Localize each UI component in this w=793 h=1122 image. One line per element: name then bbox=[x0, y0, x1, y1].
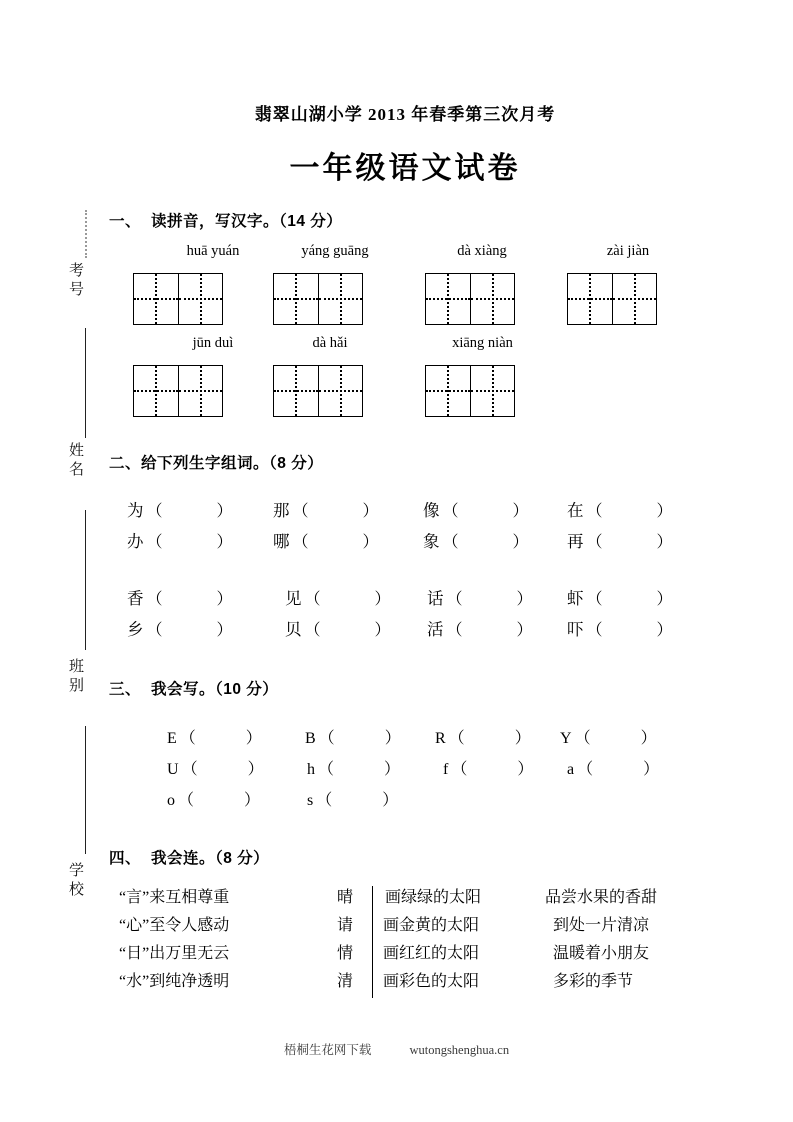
word-build-item[interactable] bbox=[427, 616, 533, 640]
rail-label-exam-number: 考号 bbox=[67, 262, 83, 300]
paren-close: ） bbox=[374, 591, 391, 608]
tianzige-box[interactable] bbox=[133, 365, 223, 417]
prompt-character: 活 bbox=[427, 620, 444, 639]
tianzige-box[interactable] bbox=[567, 273, 657, 325]
matching-phrase-middle[interactable]: 画红红的太阳 bbox=[383, 945, 480, 962]
prompt-letter: o bbox=[167, 792, 175, 809]
paren-open: （ bbox=[146, 534, 163, 551]
paren-close: ） bbox=[374, 622, 391, 639]
paren-open: （ bbox=[179, 730, 196, 747]
rail-divider-3 bbox=[85, 726, 86, 854]
prompt-character: 贝 bbox=[285, 620, 302, 639]
paren-close: ） bbox=[516, 591, 533, 608]
paren-open: （ bbox=[577, 761, 594, 778]
tianzige-cell[interactable] bbox=[426, 366, 470, 416]
prompt-character: 话 bbox=[427, 589, 444, 608]
prompt-character: 见 bbox=[285, 589, 302, 608]
paren-open: （ bbox=[304, 622, 321, 639]
section-2-number: 二、 bbox=[109, 455, 142, 472]
prompt-character: 办 bbox=[127, 532, 144, 551]
fill-row bbox=[105, 616, 705, 647]
exam-margin-rail bbox=[0, 210, 100, 950]
rail-divider-2 bbox=[85, 510, 86, 650]
word-build-item[interactable] bbox=[567, 616, 673, 640]
rail-label-class: 班别 bbox=[67, 658, 83, 696]
paren-open: （ bbox=[448, 730, 465, 747]
paren-close: ） bbox=[247, 761, 264, 778]
fill-row bbox=[105, 787, 705, 818]
paren-open: （ bbox=[146, 591, 163, 608]
fill-row bbox=[105, 756, 705, 787]
section-1-grid-row-2 bbox=[105, 365, 705, 421]
paren-open: （ bbox=[292, 534, 309, 551]
matching-answer-character[interactable]: 请 bbox=[337, 917, 354, 934]
tianzige-cell[interactable] bbox=[426, 274, 470, 324]
paren-close: ） bbox=[216, 503, 233, 520]
paren-close: ） bbox=[656, 534, 673, 551]
matching-phrase-middle[interactable]: 画绿绿的太阳 bbox=[385, 889, 482, 906]
word-build-item[interactable] bbox=[127, 497, 233, 521]
paren-close: ） bbox=[244, 792, 261, 809]
paren-open: （ bbox=[181, 761, 198, 778]
word-build-item[interactable] bbox=[423, 497, 529, 521]
tianzige-box[interactable] bbox=[425, 273, 515, 325]
paren-open: （ bbox=[586, 622, 603, 639]
word-build-item[interactable] bbox=[567, 528, 673, 552]
tianzige-cell[interactable] bbox=[134, 274, 178, 324]
letter-write-item[interactable] bbox=[560, 725, 657, 748]
section-1-grid-row-1 bbox=[105, 273, 705, 329]
tianzige-box[interactable] bbox=[273, 273, 363, 325]
matching-phrase-left[interactable]: “心”至令人感动 bbox=[119, 917, 230, 934]
paren-close: ） bbox=[517, 761, 534, 778]
paren-close: ） bbox=[216, 591, 233, 608]
paren-close: ） bbox=[656, 591, 673, 608]
paren-open: （ bbox=[442, 534, 459, 551]
letter-write-item[interactable] bbox=[167, 725, 262, 748]
page-footer bbox=[0, 1040, 793, 1058]
prompt-character: 在 bbox=[567, 501, 584, 520]
matching-phrase-right[interactable]: 多彩的季节 bbox=[553, 973, 634, 990]
word-build-item[interactable] bbox=[285, 585, 391, 609]
matching-phrase-right[interactable]: 到处一片清凉 bbox=[553, 917, 650, 934]
word-build-item[interactable] bbox=[127, 528, 233, 552]
prompt-letter: U bbox=[167, 761, 179, 778]
fill-row bbox=[105, 725, 705, 756]
tianzige-cell[interactable] bbox=[470, 274, 514, 324]
section-2-title: 给下列生字组词。（8 分） bbox=[141, 455, 324, 472]
pinyin-label: xiāng niàn bbox=[452, 335, 513, 351]
tianzige-box[interactable] bbox=[425, 365, 515, 417]
paren-open: （ bbox=[586, 591, 603, 608]
paren-close: ） bbox=[216, 622, 233, 639]
section-3-heading bbox=[109, 677, 705, 699]
letter-write-item[interactable] bbox=[167, 787, 260, 810]
paren-close: ） bbox=[656, 622, 673, 639]
tianzige-box[interactable] bbox=[273, 365, 363, 417]
paper-title: 一年级语文试卷 bbox=[289, 152, 521, 185]
tianzige-cell[interactable] bbox=[178, 366, 222, 416]
letter-write-item[interactable] bbox=[305, 725, 401, 748]
paren-close: ） bbox=[216, 534, 233, 551]
paren-close: ） bbox=[512, 534, 529, 551]
paren-open: （ bbox=[318, 761, 335, 778]
matching-phrase-middle[interactable]: 画金黄的太阳 bbox=[383, 917, 480, 934]
tianzige-box[interactable] bbox=[133, 273, 223, 325]
section-3-letters bbox=[105, 725, 705, 818]
paren-close: ） bbox=[643, 761, 660, 778]
word-build-item[interactable] bbox=[127, 616, 233, 640]
prompt-letter: h bbox=[307, 761, 315, 778]
section-1-pinyin-row-1 bbox=[105, 243, 705, 271]
section-4-matching-area bbox=[105, 884, 705, 1002]
word-build-item[interactable] bbox=[427, 585, 533, 609]
rail-divider-1 bbox=[85, 328, 86, 438]
tianzige-cell[interactable] bbox=[470, 366, 514, 416]
matching-answer-character[interactable]: 晴 bbox=[337, 889, 354, 906]
paren-open: （ bbox=[178, 792, 195, 809]
paren-close: ） bbox=[245, 730, 262, 747]
prompt-character: 虾 bbox=[567, 589, 584, 608]
prompt-letter: E bbox=[167, 730, 177, 747]
section-1-number: 一、 bbox=[109, 213, 142, 230]
fill-row bbox=[105, 497, 705, 528]
paren-open: （ bbox=[146, 503, 163, 520]
tianzige-cell[interactable] bbox=[134, 366, 178, 416]
prompt-character: 像 bbox=[423, 501, 440, 520]
matching-phrase-right[interactable]: 品尝水果的香甜 bbox=[545, 889, 658, 906]
paren-close: ） bbox=[382, 792, 399, 809]
prompt-letter: a bbox=[567, 761, 575, 778]
matching-phrase-middle[interactable]: 画彩色的太阳 bbox=[383, 973, 480, 990]
prompt-character: 香 bbox=[127, 589, 144, 608]
section-3-title: 我会写。（10 分） bbox=[151, 681, 279, 698]
rail-label-name: 姓名 bbox=[67, 442, 83, 480]
letter-write-item[interactable] bbox=[307, 756, 400, 779]
paren-close: ） bbox=[362, 534, 379, 551]
section-1-title: 读拼音，写汉字。（14 分） bbox=[151, 213, 343, 230]
rail-label-school: 学校 bbox=[67, 862, 83, 900]
paren-open: （ bbox=[446, 591, 463, 608]
prompt-character: 吓 bbox=[567, 620, 584, 639]
pinyin-label: yáng guāng bbox=[301, 243, 369, 259]
matching-answer-character[interactable]: 情 bbox=[337, 945, 354, 962]
prompt-letter: f bbox=[443, 761, 449, 778]
prompt-character: 哪 bbox=[273, 532, 290, 551]
word-build-item[interactable] bbox=[273, 528, 379, 552]
paren-open: （ bbox=[292, 503, 309, 520]
section-3-number: 三、 bbox=[109, 681, 142, 698]
prompt-character: 再 bbox=[567, 532, 584, 551]
section-4-heading bbox=[109, 846, 705, 868]
tianzige-cell[interactable] bbox=[274, 366, 318, 416]
matching-answer-character[interactable]: 清 bbox=[337, 973, 354, 990]
paren-open: （ bbox=[146, 622, 163, 639]
paren-open: （ bbox=[318, 730, 335, 747]
fill-row bbox=[105, 585, 705, 616]
letter-write-item[interactable] bbox=[567, 756, 659, 779]
paren-close: ） bbox=[656, 503, 673, 520]
paren-close: ） bbox=[384, 761, 401, 778]
paren-open: （ bbox=[586, 534, 603, 551]
footer-source: 梧桐生花网下载 bbox=[283, 1043, 372, 1057]
prompt-letter: R bbox=[435, 730, 446, 747]
prompt-letter: B bbox=[305, 730, 316, 747]
pinyin-label: zài jiàn bbox=[606, 243, 650, 259]
matching-phrase-left[interactable]: “言”来互相尊重 bbox=[119, 889, 230, 906]
matching-divider bbox=[372, 886, 373, 998]
section-4-title: 我会连。（8 分） bbox=[151, 850, 270, 867]
tianzige-cell[interactable] bbox=[318, 366, 362, 416]
tianzige-cell[interactable] bbox=[178, 274, 222, 324]
section-2-group-1 bbox=[105, 497, 705, 559]
paren-open: （ bbox=[586, 503, 603, 520]
paren-open: （ bbox=[316, 792, 333, 809]
school-exam-line: 翡翠山湖小学 2013 年春季第三次月考 bbox=[254, 105, 556, 124]
prompt-character: 象 bbox=[423, 532, 440, 551]
section-4-number: 四、 bbox=[109, 850, 142, 867]
fill-row bbox=[105, 528, 705, 559]
word-build-item[interactable] bbox=[567, 585, 673, 609]
paren-close: ） bbox=[384, 730, 401, 747]
tianzige-cell[interactable] bbox=[612, 274, 656, 324]
word-build-item[interactable] bbox=[127, 585, 233, 609]
pinyin-label: huā yuán bbox=[186, 243, 240, 259]
pinyin-label: dà hǎi bbox=[312, 335, 348, 351]
word-build-item[interactable] bbox=[567, 497, 673, 521]
rail-divider-top bbox=[85, 210, 87, 258]
paren-close: ） bbox=[640, 730, 657, 747]
letter-write-item[interactable] bbox=[443, 756, 533, 779]
paren-open: （ bbox=[451, 761, 468, 778]
pinyin-label: dà xiàng bbox=[457, 243, 507, 259]
section-2-group-2 bbox=[105, 585, 705, 647]
matching-phrase-right[interactable]: 温暖着小朋友 bbox=[553, 945, 650, 962]
paren-open: （ bbox=[446, 622, 463, 639]
tianzige-cell[interactable] bbox=[568, 274, 612, 324]
paren-close: ） bbox=[362, 503, 379, 520]
letter-write-item[interactable] bbox=[307, 787, 398, 810]
footer-site-url: wutongshenghua.cn bbox=[409, 1043, 510, 1057]
letter-write-item[interactable] bbox=[167, 756, 264, 779]
paren-open: （ bbox=[574, 730, 591, 747]
paren-close: ） bbox=[512, 503, 529, 520]
section-2-heading bbox=[109, 451, 705, 473]
pinyin-label: jūn duì bbox=[192, 335, 234, 351]
tianzige-cell[interactable] bbox=[318, 274, 362, 324]
paren-open: （ bbox=[442, 503, 459, 520]
word-build-item[interactable] bbox=[285, 616, 391, 640]
word-build-item[interactable] bbox=[273, 497, 379, 521]
word-build-item[interactable] bbox=[423, 528, 529, 552]
prompt-character: 那 bbox=[273, 501, 290, 520]
prompt-letter: s bbox=[307, 792, 314, 809]
matching-phrase-left[interactable]: “水”到纯净透明 bbox=[119, 973, 230, 990]
prompt-letter: Y bbox=[560, 730, 572, 747]
prompt-character: 为 bbox=[127, 501, 144, 520]
section-1-pinyin-row-2 bbox=[105, 335, 705, 363]
exam-paper-body bbox=[105, 0, 705, 1002]
prompt-character: 乡 bbox=[127, 620, 144, 639]
tianzige-cell[interactable] bbox=[274, 274, 318, 324]
paren-close: ） bbox=[516, 622, 533, 639]
matching-phrase-left[interactable]: “日”出万里无云 bbox=[119, 945, 230, 962]
paren-open: （ bbox=[304, 591, 321, 608]
section-1-heading bbox=[109, 209, 705, 231]
paren-close: ） bbox=[514, 730, 531, 747]
letter-write-item[interactable] bbox=[435, 725, 531, 748]
